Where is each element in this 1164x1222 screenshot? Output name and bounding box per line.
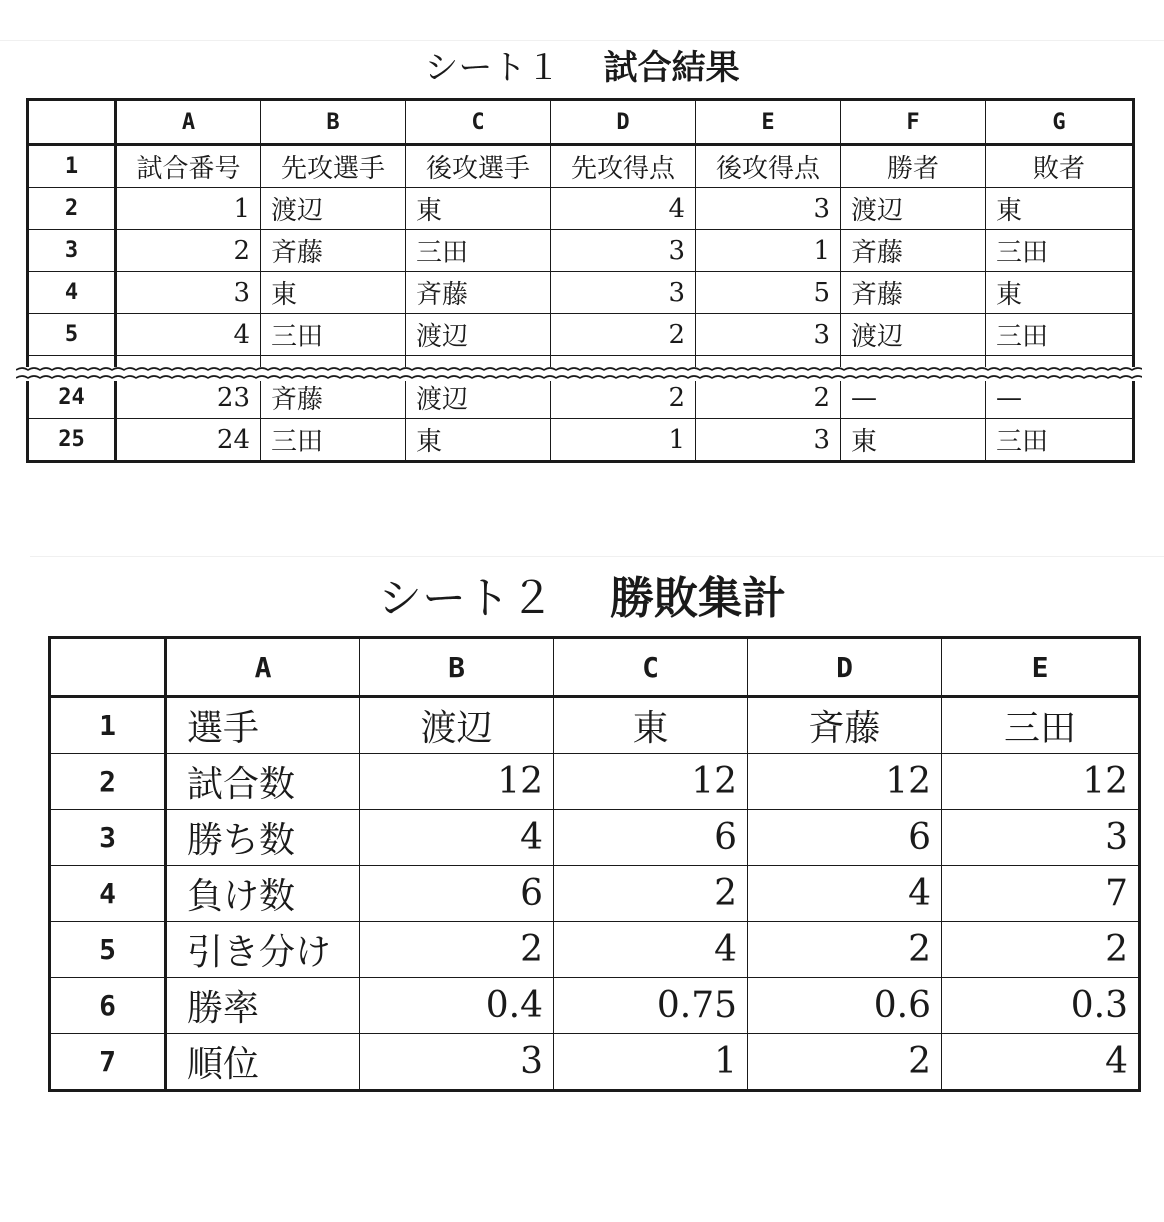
second-score-cell: 3	[696, 314, 841, 356]
winner-cell: 渡辺	[841, 188, 986, 230]
table-row	[28, 188, 1134, 230]
sheet2-col-header: A	[166, 638, 360, 697]
row-header: 2	[28, 188, 116, 230]
sheet1-col-header: E	[696, 100, 841, 145]
first-score-cell: 2	[551, 377, 696, 419]
first-score-cell: 3	[551, 230, 696, 272]
first-score-cell: 2	[551, 314, 696, 356]
second-score-cell: 1	[696, 230, 841, 272]
sheet2-col-header: E	[942, 638, 1140, 697]
gap-cell	[696, 356, 841, 377]
sheet2-col-header: D	[748, 638, 942, 697]
table-row	[50, 1034, 1140, 1091]
gap-cell	[986, 356, 1134, 377]
game-number-cell: 3	[116, 272, 261, 314]
table-row	[28, 272, 1134, 314]
row-header: 25	[28, 419, 116, 462]
second-score-cell: 3	[696, 419, 841, 462]
label-cell: 選手	[166, 697, 360, 754]
value-cell: 2	[748, 922, 942, 978]
second-score-cell: 3	[696, 188, 841, 230]
value-cell: 12	[942, 754, 1140, 810]
value-cell: 6	[748, 810, 942, 866]
sheet1-title	[0, 40, 1164, 89]
winner-cell: 東	[841, 419, 986, 462]
row-header: 5	[50, 922, 166, 978]
sheet1-name: 試合結果	[603, 48, 740, 88]
sheet1-col-header: B	[261, 100, 406, 145]
row-header: 3	[28, 230, 116, 272]
table-row	[28, 230, 1134, 272]
row-header: 4	[50, 866, 166, 922]
table-row	[28, 145, 1134, 188]
value-cell: 2	[748, 1034, 942, 1091]
value-cell: 2	[360, 922, 554, 978]
header-cell: 先攻得点	[551, 145, 696, 188]
sheet1-table	[26, 98, 1135, 463]
table-row	[50, 866, 1140, 922]
value-cell: 12	[360, 754, 554, 810]
second-player-cell: 渡辺	[406, 314, 551, 356]
header-cell: 後攻得点	[696, 145, 841, 188]
table-row	[28, 419, 1134, 462]
first-player-cell: 渡辺	[261, 188, 406, 230]
gap-cell	[406, 356, 551, 377]
label-cell: 負け数	[166, 866, 360, 922]
second-player-cell: 東	[406, 188, 551, 230]
winner-cell: —	[841, 377, 986, 419]
sheet2-col-header: C	[554, 638, 748, 697]
row-header: 4	[28, 272, 116, 314]
second-player-cell: 三田	[406, 230, 551, 272]
second-player-cell: 渡辺	[406, 377, 551, 419]
loser-cell: 三田	[986, 419, 1134, 462]
game-number-cell: 2	[116, 230, 261, 272]
sheet2-col-header: B	[360, 638, 554, 697]
value-cell: 7	[942, 866, 1140, 922]
row-header: 5	[28, 314, 116, 356]
sheet2-title	[0, 562, 1164, 626]
player-name-cell: 渡辺	[360, 697, 554, 754]
table-row	[50, 978, 1140, 1034]
sheet1-corner-cell	[28, 100, 116, 145]
player-name-cell: 三田	[942, 697, 1140, 754]
sheet1-col-header: G	[986, 100, 1134, 145]
sheet1-col-header: A	[116, 100, 261, 145]
loser-cell: 東	[986, 272, 1134, 314]
value-cell: 12	[554, 754, 748, 810]
row-header: 1	[50, 697, 166, 754]
header-cell: 後攻選手	[406, 145, 551, 188]
label-cell: 試合数	[166, 754, 360, 810]
first-score-cell: 3	[551, 272, 696, 314]
gap-cell	[841, 356, 986, 377]
header-cell: 試合番号	[116, 145, 261, 188]
value-cell: 2	[554, 866, 748, 922]
label-cell: 引き分け	[166, 922, 360, 978]
row-header: 6	[50, 978, 166, 1034]
second-score-cell: 5	[696, 272, 841, 314]
row-header: 1	[28, 145, 116, 188]
value-cell: 12	[748, 754, 942, 810]
first-player-cell: 斉藤	[261, 230, 406, 272]
table-row	[28, 377, 1134, 419]
table-row	[50, 922, 1140, 978]
sheet1-col-header: F	[841, 100, 986, 145]
table-row	[50, 697, 1140, 754]
loser-cell: 三田	[986, 230, 1134, 272]
sheet2-corner-cell	[50, 638, 166, 697]
winner-cell: 斉藤	[841, 272, 986, 314]
player-name-cell: 東	[554, 697, 748, 754]
winner-cell: 渡辺	[841, 314, 986, 356]
player-name-cell: 斉藤	[748, 697, 942, 754]
sheet2-table	[48, 636, 1141, 1092]
loser-cell: 三田	[986, 314, 1134, 356]
gap-cell	[551, 356, 696, 377]
game-number-cell: 23	[116, 377, 261, 419]
value-cell: 0.4	[360, 978, 554, 1034]
value-cell: 4	[942, 1034, 1140, 1091]
game-number-cell: 1	[116, 188, 261, 230]
row-header: 7	[50, 1034, 166, 1091]
gap-cell	[28, 356, 116, 377]
value-cell: 4	[748, 866, 942, 922]
sheet1-column-header-row	[28, 100, 1134, 145]
loser-cell: 東	[986, 188, 1134, 230]
value-cell: 3	[360, 1034, 554, 1091]
sheet1-col-header: D	[551, 100, 696, 145]
first-player-cell: 三田	[261, 419, 406, 462]
table-row	[28, 314, 1134, 356]
value-cell: 6	[360, 866, 554, 922]
value-cell: 2	[942, 922, 1140, 978]
header-cell: 勝者	[841, 145, 986, 188]
middle-rule	[30, 556, 1164, 557]
header-cell: 先攻選手	[261, 145, 406, 188]
row-header: 24	[28, 377, 116, 419]
label-cell: 勝ち数	[166, 810, 360, 866]
first-player-cell: 三田	[261, 314, 406, 356]
gap-cell	[116, 356, 261, 377]
row-header: 2	[50, 754, 166, 810]
second-player-cell: 斉藤	[406, 272, 551, 314]
second-player-cell: 東	[406, 419, 551, 462]
value-cell: 4	[554, 922, 748, 978]
header-cell: 敗者	[986, 145, 1134, 188]
first-score-cell: 1	[551, 419, 696, 462]
sheet2-column-header-row	[50, 638, 1140, 697]
value-cell: 1	[554, 1034, 748, 1091]
sheet2-name: 勝敗集計	[609, 573, 786, 624]
first-score-cell: 4	[551, 188, 696, 230]
value-cell: 0.6	[748, 978, 942, 1034]
omitted-rows-gap	[28, 356, 1134, 377]
table-row	[50, 754, 1140, 810]
row-header: 3	[50, 810, 166, 866]
winner-cell: 斉藤	[841, 230, 986, 272]
game-number-cell: 24	[116, 419, 261, 462]
value-cell: 0.75	[554, 978, 748, 1034]
gap-cell	[261, 356, 406, 377]
value-cell: 0.3	[942, 978, 1140, 1034]
sheet1-col-header: C	[406, 100, 551, 145]
loser-cell: —	[986, 377, 1134, 419]
game-number-cell: 4	[116, 314, 261, 356]
value-cell: 6	[554, 810, 748, 866]
table-row	[50, 810, 1140, 866]
first-player-cell: 東	[261, 272, 406, 314]
second-score-cell: 2	[696, 377, 841, 419]
sheet2-label: シート２	[378, 573, 555, 624]
sheet1-label: シート１	[424, 48, 561, 88]
label-cell: 勝率	[166, 978, 360, 1034]
value-cell: 3	[942, 810, 1140, 866]
value-cell: 4	[360, 810, 554, 866]
label-cell: 順位	[166, 1034, 360, 1091]
first-player-cell: 斉藤	[261, 377, 406, 419]
